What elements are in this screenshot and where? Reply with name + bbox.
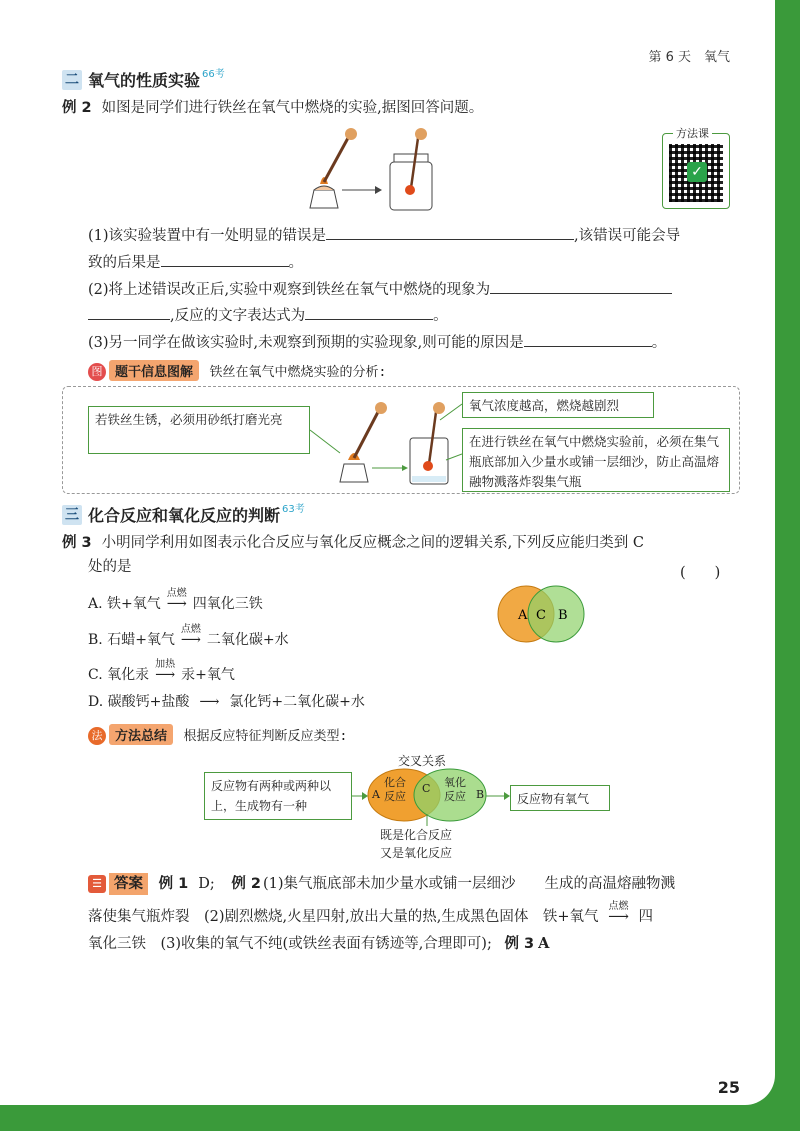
answer-arrow-cond: 点燃: [608, 901, 629, 912]
method-icon: 法: [88, 727, 106, 745]
answer-line-1: [88, 873, 675, 895]
answer-ex1-label: 例 1: [158, 876, 189, 892]
jar-right: [390, 128, 432, 210]
q1-text-b: ,该错误可能会导: [574, 228, 681, 244]
method-venn-b-label: B: [476, 788, 485, 801]
method-bottom-1: 既是化合反应: [380, 828, 453, 842]
q2-blank-3[interactable]: [305, 304, 433, 320]
answer-ex3-label: 例 3: [504, 936, 535, 952]
info-box-right: 在进行铁丝在氧气中燃烧实验前，必须在集气瓶底部加入少量水或铺一层细沙，防止高温熔融物溅落炸裂集气瓶: [462, 428, 730, 492]
opt-b-pre: B. 石蜡+氧气: [88, 632, 175, 648]
answer-line-3: [88, 934, 549, 954]
info-box-left: 若铁丝生锈，必须用砂纸打磨光亮: [88, 406, 310, 454]
opt-a-cond: 点燃: [166, 588, 187, 599]
method-tag: 方法总结: [109, 724, 173, 745]
info-text: 铁丝在氧气中燃烧实验的分析:: [209, 365, 387, 380]
ex3-venn: [494, 583, 590, 645]
opt-c-pre: C. 氧化汞: [88, 667, 150, 683]
opt-d-pre: D. 碳酸钙+盐酸: [88, 694, 190, 710]
info-icon: 图: [88, 363, 106, 381]
opt-c-cond: 加热: [155, 659, 176, 670]
ex3-option-c[interactable]: [88, 659, 235, 685]
q2-blank-1[interactable]: [490, 278, 672, 294]
arrow: [342, 186, 382, 194]
venn-label-b: B: [558, 608, 568, 623]
ex2-label: 例 2: [62, 100, 92, 116]
section-3-num: 三: [62, 505, 82, 525]
section-2-text: 氧气的性质实验: [88, 71, 201, 90]
method-bottom: [380, 826, 452, 862]
method-venn-c-label: C: [422, 782, 431, 795]
info-illustration: [310, 398, 462, 490]
method-header: [88, 724, 347, 745]
q2-text-b: ,反应的文字表达式为: [170, 308, 306, 324]
ex2-q2-line2: [88, 304, 448, 326]
ex3-option-a[interactable]: [88, 588, 263, 614]
method-left-box: 反应物有两种或两种以上，生成物有一种: [204, 772, 352, 820]
ex2-q1-line2: [88, 251, 303, 273]
ex3-stem-text-1: 小明同学利用如图表示化合反应与氧化反应概念之间的逻辑关系,下列反应能归类到 C: [101, 535, 644, 551]
answer-ex2-label: 例 2: [231, 876, 262, 892]
ex3-option-b[interactable]: [88, 624, 289, 650]
method-venn-b-text: 氧化反应: [444, 776, 466, 803]
ex3-stem-2: 处的是: [88, 559, 132, 575]
section-2-sup: 66考: [202, 69, 225, 80]
opt-c-arrow: 加热 ⟶: [149, 665, 181, 685]
answer-line-2: [88, 901, 654, 927]
info-box-top: 氧气浓度越高，燃烧越剧烈: [462, 392, 654, 418]
opt-a-post: 四氧化三铁: [192, 596, 263, 612]
answer-arrow: 点燃 ⟶: [599, 907, 639, 927]
q3-blank[interactable]: [524, 331, 652, 347]
ex2-q1-line1: [88, 224, 680, 246]
ex3-stem-1: [62, 533, 644, 553]
opt-d-post: 氯化钙+二氧化碳+水: [229, 694, 365, 710]
ex2-q2-line1: [88, 278, 672, 300]
q2-blank-2[interactable]: [88, 304, 170, 320]
opt-d-arrow: ⟶: [199, 694, 220, 710]
page-number: 25: [717, 1078, 740, 1097]
section-2-num: 二: [62, 70, 82, 90]
info-header: [88, 360, 386, 381]
qr-label: 方法课: [673, 125, 712, 141]
ex3-label: 例 3: [62, 535, 92, 551]
section-2-title: [62, 68, 225, 91]
qr-block: [662, 127, 730, 209]
ex2-stem: [62, 98, 483, 118]
answer-ex1-value: D;: [198, 876, 215, 892]
ex2-stem-text: 如图是同学们进行铁丝在氧气中燃烧的实验,据图回答问题。: [101, 100, 484, 116]
opt-b-post: 二氧化碳+水: [206, 632, 289, 648]
info-tag: 题干信息图解: [109, 360, 199, 381]
check-icon: ✓: [687, 162, 707, 182]
method-venn-a-label: A: [372, 788, 380, 801]
opt-b-arrow: 点燃 ⟶: [175, 630, 207, 650]
section-3-title: [62, 503, 305, 526]
answer-ex3-value: A: [538, 935, 550, 952]
q1-blank-1[interactable]: [326, 224, 574, 240]
answer-tag: 答案: [109, 873, 148, 895]
q3-text-b: 。: [651, 335, 667, 351]
method-cross-label: 交叉关系: [398, 754, 447, 768]
method-venn-a-text: 化合反应: [384, 776, 406, 803]
venn-label-c: C: [536, 608, 546, 623]
section-3-sup: 63考: [282, 504, 305, 515]
ex2-q3: [88, 331, 666, 353]
q2-text-c: 。: [433, 308, 448, 324]
venn-label-a: A: [518, 608, 528, 623]
ex3-paren[interactable]: ( ): [680, 565, 721, 581]
opt-b-cond: 点燃: [180, 624, 201, 635]
opt-c-post: 汞+氧气: [181, 667, 235, 683]
answer-ex2-text-1: (1)集气瓶底部未加少量水或铺一层细沙 生成的高温熔融物溅: [263, 876, 676, 892]
q1-blank-2[interactable]: [161, 251, 289, 267]
answer-ex2-text-2: 落使集气瓶炸裂 (2)剧烈燃烧,火星四射,放出大量的热,生成黑色固体 铁+氧气: [88, 909, 599, 925]
method-text: 根据反应特征判断反应类型:: [183, 729, 348, 744]
q3-text-a: (3)另一同学在做该实验时,未观察到预期的实验现象,则可能的原因是: [88, 335, 524, 351]
opt-a-pre: A. 铁+氧气: [88, 596, 161, 612]
q1-text-d: 。: [288, 255, 303, 271]
section-3-text: 化合反应和氧化反应的判断: [88, 506, 281, 525]
opt-a-arrow: 点燃 ⟶: [161, 594, 193, 614]
answer-icon: ☰: [88, 875, 106, 893]
ex3-option-d[interactable]: [88, 692, 365, 712]
q1-text-c: 致的后果是: [88, 255, 161, 271]
q1-text-a: (1)该实验装置中有一处明显的错误是: [88, 228, 327, 244]
ex2-illustration: [290, 124, 460, 216]
q2-text-a: (2)将上述错误改正后,实验中观察到铁丝在氧气中燃烧的现象为: [88, 282, 491, 298]
answer-ex2-text-3: 四: [638, 909, 654, 925]
lamp-left: [310, 128, 357, 208]
running-head: 第 6 天 氧气: [648, 50, 730, 65]
method-bottom-2: 又是氧化反应: [380, 846, 453, 860]
method-right-box: 反应物有氧气: [510, 785, 610, 811]
answer-ex2-text-4: 氧化三铁 (3)收集的氧气不纯(或铁丝表面有锈迹等,合理即可);: [88, 936, 492, 952]
